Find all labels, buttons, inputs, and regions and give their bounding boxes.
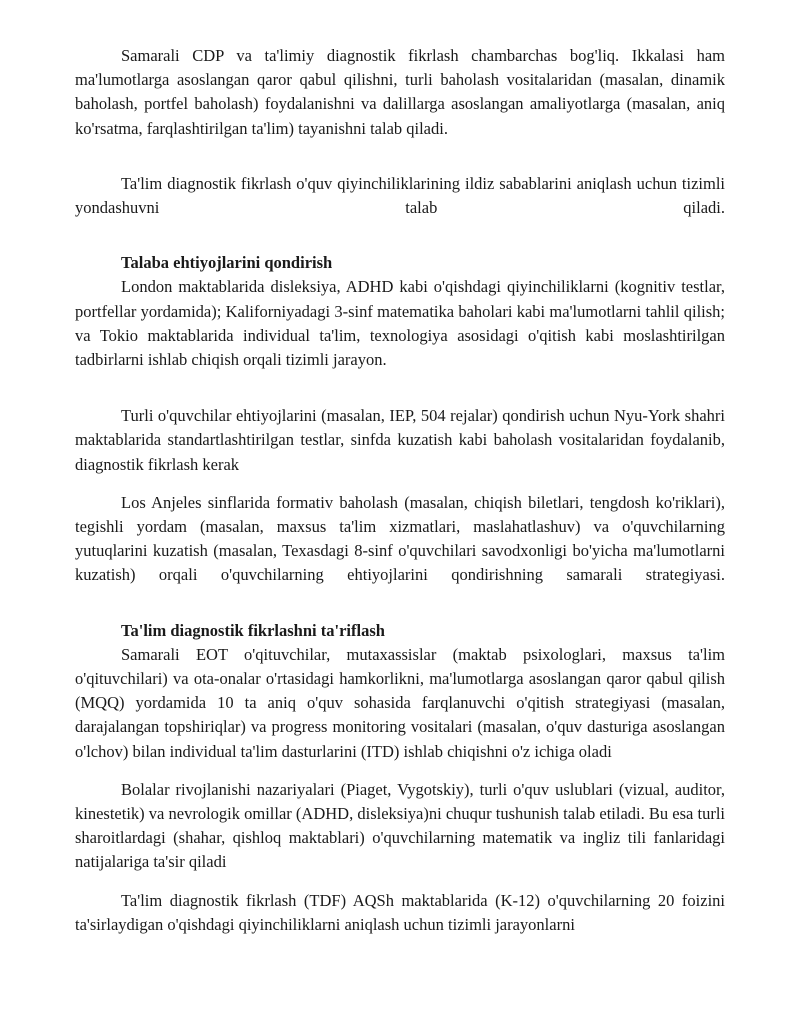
paragraph-tdf-us-schools: Ta'lim diagnostik fikrlash (TDF) AQSh maktablarida (K-12) o'quvchilarning 20 foizini ta'sirlaydigan o'qishdagi qiyinchiliklarni aniqlash uchun tizimli jarayonlarni <box>75 890 725 934</box>
heading-meeting-student-needs: Talaba ehtiyojlarini qondirish <box>121 253 333 273</box>
paragraph-systematic-approach: Ta'lim diagnostik fikrlash o'quv qiyinchiliklarining ildiz sabablarini aniqlash uchun tizimli yondashuvni talab qiladi. <box>75 173 725 218</box>
paragraph-london-schools: London maktablarida disleksiya, ADHD kabi o'qishdagi qiyinchiliklarni (kognitiv testlar, portfellar yordamida); Kaliforniyadagi 3-sinf matematika baholari kabi ma'lumotlarni tahlil qilish; va Tokio maktablarida individual ta'lim, texnologiya asosidagi o'qitish kabi moslashtirilgan tadbirlarni ishlab chiqish orqali tizimli jarayon. <box>75 277 725 370</box>
heading-defining-diagnostic-thinking: Ta'lim diagnostik fikrlashni ta'riflash <box>121 620 385 640</box>
paragraph-child-development-theories: Bolalar rivojlanishi nazariyalari (Piaget, Vygotskiy), turli o'quv uslublari (vizual, auditor, kinestetik) va nevrologik omillar (ADHD, disleksiya)ni chuqur tushunish talab etiladi. Bu esa turli sharoitlardagi (shahar, qishloq maktablari) o'quvchilarning matematik va ingliz tili fanlaridagi natijalariga ta'sir qiladi <box>75 779 725 872</box>
paragraph-cdp-diagnostic-link: Samarali CDP va ta'limiy diagnostik fikrlash chambarchas bog'liq. Ikkalasi ham ma'lumotlarga asoslangan qaror qabul qilishni, turli baholash vositalaridan (masalan, dinamik baholash, portfel baholash) foydalanishni va dalillarga asoslangan amaliyotlarga (masalan, aniq ko'rsatma, farqlashtirilgan ta'lim) tayanishni talab qiladi. <box>75 46 725 138</box>
paragraph-los-angeles-classes: Los Anjeles sinflarida formativ baholash (masalan, chiqish biletlari, tengdosh ko'riklari), tegishli yordam (masalan, maxsus ta'lim xizmatlari, maslahatlashuv) va o'quvchilarning yutuqlarini kuzatish (masalan, Texasdagi 8-sinf o'quvchilari savodxonligi bo'yicha ma'lumotlarni kuzatish) orqali o'quvchilarning ehtiyojlarini qondirishning samarali strategiyasi. <box>75 492 725 585</box>
paragraph-new-york-schools: Turli o'quvchilar ehtiyojlarini (masalan, IEP, 504 rejalar) qondirish uchun Nyu-York shahri maktablarida standartlashtirilgan testlar, sinfda kuzatish kabi baholash vositalaridan foydalanib, diagnostik fikrlash kerak <box>75 406 725 474</box>
paragraph-effective-eot: Samarali EOT o'qituvchilar, mutaxassislar (maktab psixologlari, maxsus ta'lim o'qituvchilari) va ota-onalar o'rtasidagi hamkorlikni, ma'lumotlarga asoslangan qaror qabul qilish (MQQ) yordamida 10 ta aniq o'quv sohasida farqlanuvchi o'qitish strategiyasi (masalan, darajalangan topshiriqlar) va progress monitoring vositalari (masalan, o'quv dasturiga asoslangan o'lchov) bilan individual ta'lim dasturlarini (ITD) ishlab chiqishni o'z ichiga oladi <box>75 644 725 761</box>
document-page <box>75 44 725 937</box>
